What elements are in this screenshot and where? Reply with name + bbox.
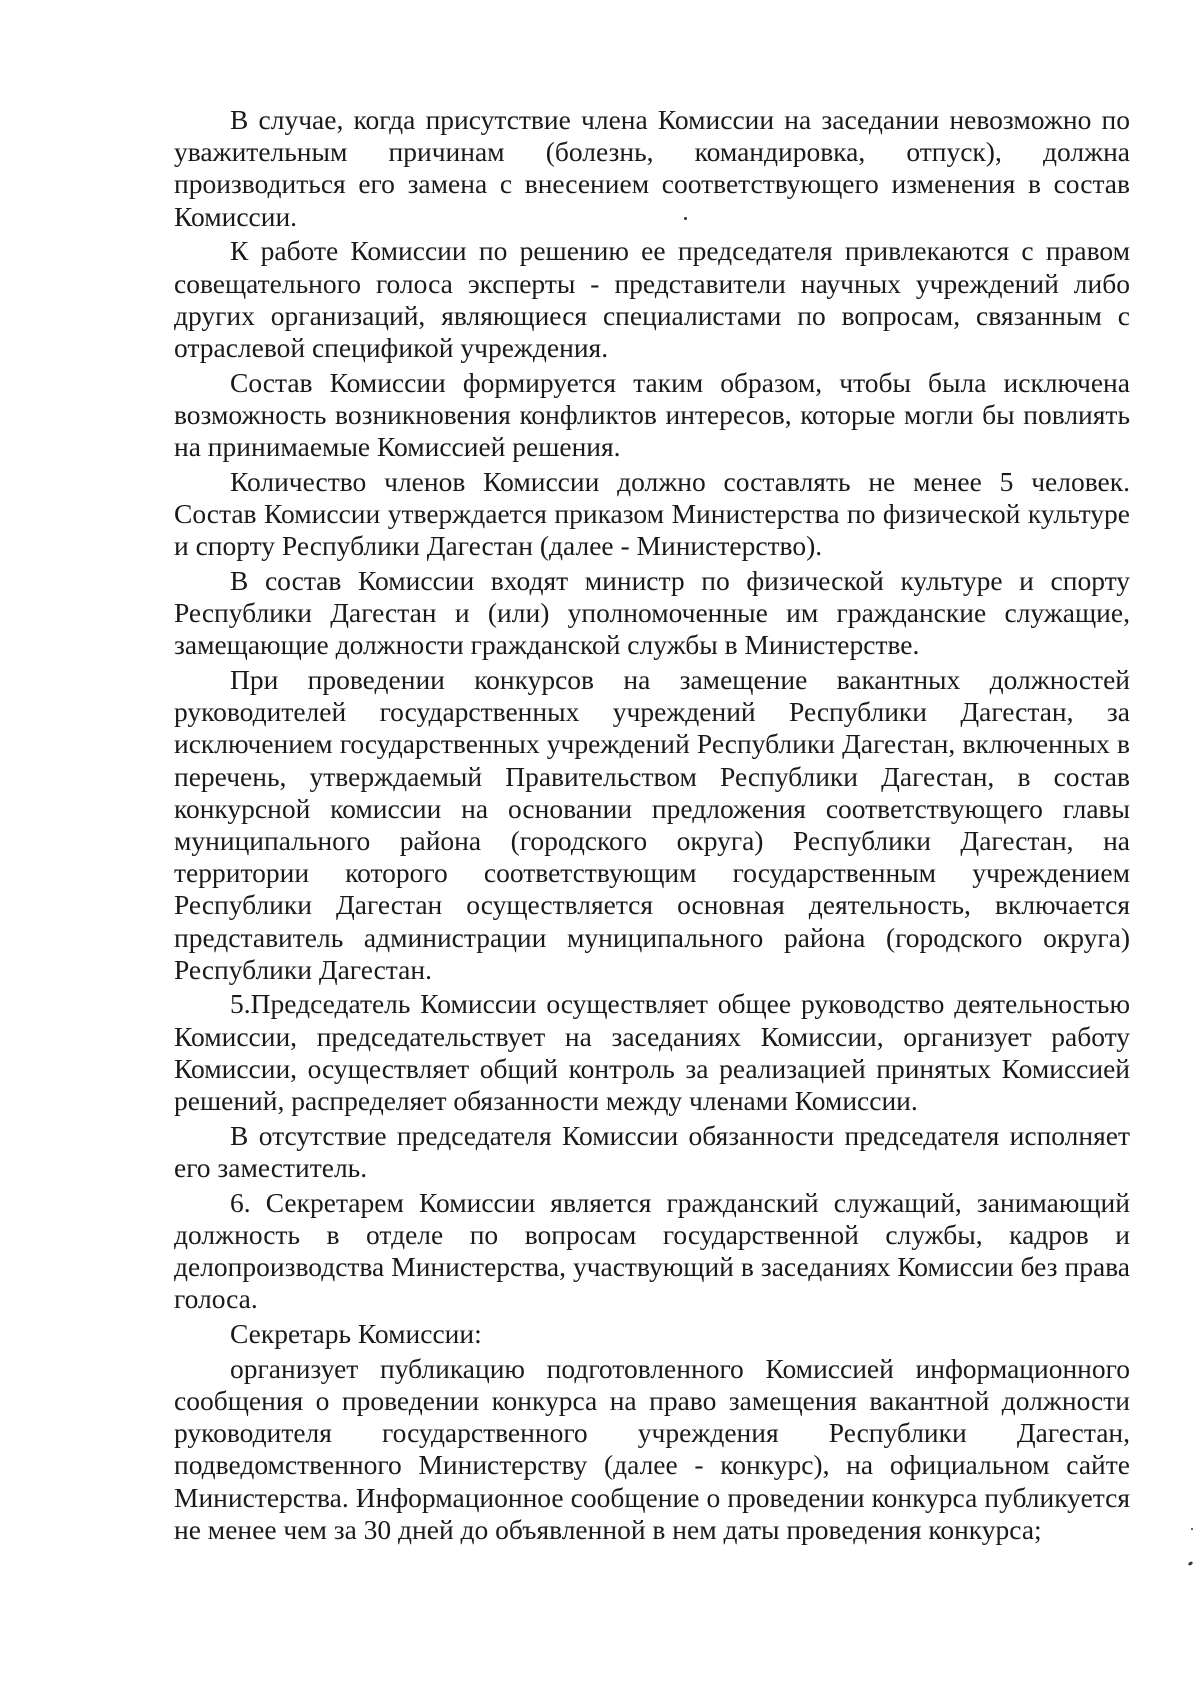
paragraph-conflict-of-interest: Состав Комиссии формируется таким образом, чтобы была исключена возможность возникновения конфликтов интересов, которые могли бы повлиять на принимаемые Комиссией решения.: [174, 366, 1130, 463]
paragraph-member-count: Количество членов Комиссии должно составлять не менее 5 человек. Состав Комиссии утверждается приказом Министерства по физической культуре и спорту Республики Дагестан (далее - Министерство).: [174, 465, 1130, 562]
scan-speck: [684, 217, 687, 220]
paragraph-publication: организует публикацию подготовленного Комиссией информационного сообщения о проведении конкурса на право замещения вакантной должности руководителя государственного учреждения Республики Дагестан, подведомственного Министерству (далее - конкурс), на официальном сайте Министерства. Информационное сообщение о проведении конкурса публикуется не менее чем за 30 дней до объявленной в нем даты проведения конкурса;: [174, 1352, 1130, 1545]
paragraph-absence-replacement: В случае, когда присутствие члена Комиссии на заседании невозможно по уважительным причинам (болезнь, командировка, отпуск), должна производиться его замена с внесением соответствующего изменения в состав Комиссии.: [174, 104, 1130, 232]
paragraph-chairman-duties: 5.Председатель Комиссии осуществляет общее руководство деятельностью Комиссии, председательствует на заседаниях Комиссии, организует работу Комиссии, осуществляет общий контроль за реализацией принятых Комиссией решений, распределяет обязанности между членами Комиссии.: [174, 988, 1130, 1117]
scan-speck: [1191, 1528, 1193, 1530]
document-body: [174, 104, 1130, 1548]
scan-speck: [1188, 1561, 1194, 1566]
paragraph-secretary-heading: Секретарь Комиссии:: [230, 1318, 482, 1350]
paragraph-experts: К работе Комиссии по решению ее председателя привлекаются с правом совещательного голоса эксперты - представители научных учреждений либо других организаций, являющиеся специалистами по вопросам, связанным с отраслевой спецификой учреждения.: [174, 235, 1130, 363]
paragraph-composition: В состав Комиссии входят министр по физической культуре и спорту Республики Дагестан и (или) уполномоченные им гражданские служащие, замещающие должности гражданской службы в Министерстве.: [174, 564, 1130, 661]
paragraph-deputy-chairman: В отсутствие председателя Комиссии обязанности председателя исполняет его заместитель.: [174, 1119, 1130, 1183]
paragraph-municipal-representative: При проведении конкурсов на замещение вакантных должностей руководителей государственных учреждений Республики Дагестан, за исключением государственных учреждений Республики Дагестан, включенных в перечень, утверждаемый Правительством Республики Дагестан, в состав конкурсной комиссии на основании предложения соответствующего главы муниципального района (городского округа) Республики Дагестан, на территории которого соответствующим государственным учреждением Республики Дагестан осуществляется основная деятельность, включается представитель администрации муниципального района (городского округа) Республики Дагестан.: [174, 663, 1130, 985]
paragraph-secretary: 6. Секретарем Комиссии является гражданский служащий, занимающий должность в отделе по вопросам государственной службы, кадров и делопроизводства Министерства, участвующий в заседаниях Комиссии без права голоса.: [174, 1186, 1130, 1315]
